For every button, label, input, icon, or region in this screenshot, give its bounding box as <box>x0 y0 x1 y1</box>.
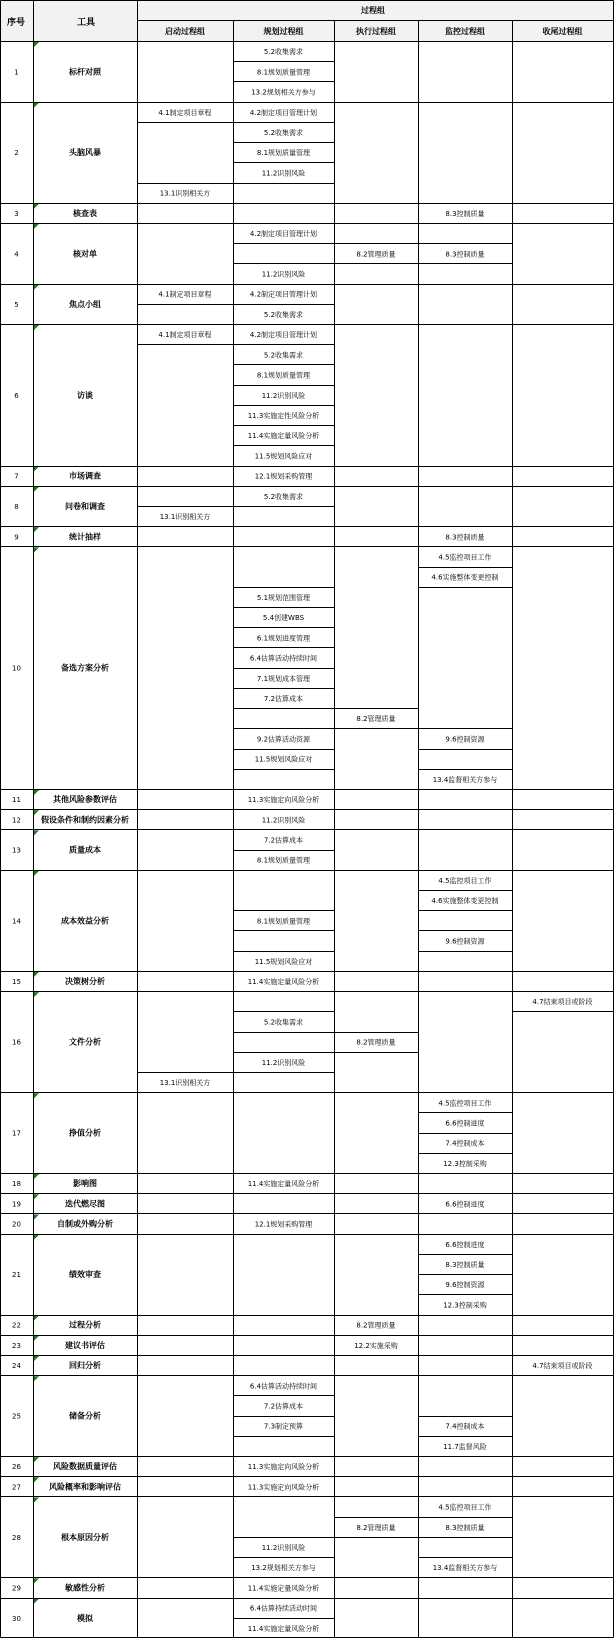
row-number: 25 <box>12 1412 21 1421</box>
row-number: 7 <box>14 472 19 481</box>
process-cell: 11.5规划风险应对 <box>254 755 313 764</box>
row-number: 12 <box>12 816 21 825</box>
process-cell: 12.1规划采购管理 <box>254 472 313 481</box>
process-cell: 9.6控制资源 <box>445 937 485 946</box>
process-cell: 11.4实施定量风险分析 <box>247 1180 320 1189</box>
tool-name: 敏感性分析 <box>65 1583 105 1593</box>
row-number: 1 <box>14 68 19 77</box>
process-cell: 13.1识别相关方 <box>159 1079 211 1088</box>
process-cell: 12.3控制采购 <box>443 1301 487 1310</box>
process-cell: 13.4监督相关方参与 <box>432 1564 498 1573</box>
group-header-2: 规划过程组 <box>263 27 304 36</box>
row-number: 29 <box>12 1584 21 1593</box>
row-number: 26 <box>12 1463 21 1472</box>
process-cell: 7.1规划成本管理 <box>256 674 311 683</box>
tool-name: 标杆对照 <box>69 67 101 77</box>
process-cell: 7.3制定预算 <box>263 1422 304 1431</box>
process-cell: 13.4监督相关方参与 <box>432 775 498 784</box>
process-cell: 4.1制定项目章程 <box>158 331 212 340</box>
process-cell: 4.1制定项目章程 <box>158 290 212 299</box>
process-cell: 5.2收集需求 <box>263 492 304 501</box>
tool-name: 统计抽样 <box>69 532 101 542</box>
process-cell: 7.2估算成本 <box>263 1402 304 1411</box>
process-cell: 5.2收集需求 <box>263 310 304 319</box>
process-cell: 12.1规划采购管理 <box>254 1220 313 1229</box>
process-cell: 8.3控制质量 <box>445 533 485 542</box>
process-cell: 8.1规划质量管理 <box>256 917 311 926</box>
process-cell: 12.2实施采购 <box>354 1341 398 1350</box>
tool-name: 成本效益分析 <box>61 916 109 926</box>
row-number: 15 <box>12 978 21 987</box>
process-cell: 4.6实施整体变更控制 <box>431 573 499 582</box>
process-cell: 7.2估算成本 <box>263 694 304 703</box>
group-header-1: 启动过程组 <box>165 27 205 36</box>
process-cell: 6.4估算活动持续时间 <box>249 654 318 663</box>
process-cell: 9.6控制资源 <box>445 735 485 744</box>
row-number: 17 <box>12 1129 21 1138</box>
tool-name: 市场调查 <box>69 471 101 481</box>
process-cell: 4.5监控项目工作 <box>438 876 492 885</box>
process-cell: 7.2估算成本 <box>263 836 304 845</box>
process-cell: 6.6控制进度 <box>445 1240 485 1249</box>
row-number: 6 <box>14 391 19 400</box>
process-cell: 11.2识别风险 <box>261 1544 306 1553</box>
row-number: 19 <box>12 1200 21 1209</box>
process-cell: 11.2识别风险 <box>261 816 306 825</box>
row-number: 5 <box>14 300 19 309</box>
process-cell: 5.2收集需求 <box>263 48 304 57</box>
tool-name: 假设条件和制约因素分析 <box>41 815 129 825</box>
group-header-3: 执行过程组 <box>356 27 396 36</box>
process-cell: 8.2管理质量 <box>356 1523 396 1532</box>
row-number: 9 <box>14 533 19 542</box>
tool-name: 焦点小组 <box>69 299 101 309</box>
row-number: 8 <box>14 502 19 511</box>
process-cell: 6.4估算活动持续时间 <box>249 1382 318 1391</box>
process-cell: 4.5监控项目工作 <box>438 553 492 562</box>
process-cell: 7.4控制成本 <box>445 1139 485 1148</box>
process-cell: 6.4估算持续活动时间 <box>249 1604 318 1613</box>
process-cell: 11.5规划风险应对 <box>254 452 313 461</box>
tool-name: 核对单 <box>73 249 97 259</box>
process-cell: 8.2管理质量 <box>356 250 396 259</box>
tool-name: 决策树分析 <box>65 977 105 987</box>
tool-name: 访谈 <box>77 390 93 400</box>
row-number: 21 <box>12 1271 21 1280</box>
tool-name: 自制或外购分析 <box>57 1219 113 1229</box>
process-cell: 8.2管理质量 <box>356 1038 396 1047</box>
process-cell: 11.4实施定量风险分析 <box>247 978 320 987</box>
row-number: 13 <box>12 846 21 855</box>
process-cell: 11.7监督风险 <box>443 1442 487 1451</box>
row-number: 16 <box>12 1038 21 1047</box>
header-process-group: 过程组 <box>361 6 385 15</box>
row-number: 22 <box>12 1321 21 1330</box>
process-cell: 8.2管理质量 <box>356 1321 396 1330</box>
header-seq: 序号 <box>6 18 26 28</box>
process-cell: 5.2收集需求 <box>263 1018 304 1027</box>
tool-name: 回归分析 <box>69 1361 101 1371</box>
tool-name: 迭代燃尽图 <box>65 1199 105 1209</box>
process-cell: 5.2收集需求 <box>263 351 304 360</box>
tool-name: 建议书评估 <box>65 1340 105 1350</box>
process-cell: 4.2制定项目管理计划 <box>249 230 318 239</box>
row-number: 20 <box>12 1220 21 1229</box>
process-cell: 4.2制定项目管理计划 <box>249 108 318 117</box>
row-number: 4 <box>14 250 19 259</box>
tool-name: 过程分析 <box>69 1320 101 1330</box>
tool-name: 问卷和调查 <box>65 501 105 511</box>
process-cell: 11.3实施定性风险分析 <box>247 411 320 420</box>
process-cell: 11.4实施定量风险分析 <box>247 1584 320 1593</box>
process-cell: 4.5监控项目工作 <box>438 1503 492 1512</box>
process-cell: 8.1规划质量管理 <box>256 856 311 865</box>
process-cell: 11.2识别风险 <box>261 391 306 400</box>
process-cell: 4.1制定项目章程 <box>158 108 212 117</box>
process-cell: 11.2识别风险 <box>261 1058 306 1067</box>
process-cell: 4.7结束项目或阶段 <box>532 1362 593 1371</box>
process-cell: 11.5规划风险应对 <box>254 957 313 966</box>
process-cell: 11.3实施定向风险分析 <box>247 1463 320 1472</box>
tool-name: 头脑风暴 <box>69 148 101 158</box>
process-cell: 9.6控制资源 <box>445 1281 485 1290</box>
row-number: 14 <box>12 917 21 926</box>
tool-name: 储备分析 <box>69 1411 101 1421</box>
process-cell: 13.1识别相关方 <box>159 189 211 198</box>
tool-name: 根本原因分析 <box>61 1532 109 1542</box>
process-cell: 8.1规划质量管理 <box>256 371 311 380</box>
process-cell: 8.3控制质量 <box>445 1261 485 1270</box>
tool-name: 风险数据质量评估 <box>53 1462 117 1472</box>
group-header-4: 监控过程组 <box>445 27 485 36</box>
process-cell: 11.4实施定量风险分析 <box>247 432 320 441</box>
group-header-5: 收尾过程组 <box>542 27 583 36</box>
tool-name: 风险概率和影响评估 <box>49 1482 121 1492</box>
tool-name: 模拟 <box>77 1613 93 1623</box>
process-cell: 8.3控制质量 <box>445 250 485 259</box>
row-number: 3 <box>14 209 19 218</box>
process-cell: 6.1规划进度管理 <box>256 634 311 643</box>
process-cell: 8.3控制质量 <box>445 1523 485 1532</box>
row-number: 2 <box>14 149 19 158</box>
process-cell: 11.3实施定向风险分析 <box>247 1483 320 1492</box>
tool-name: 质量成本 <box>69 845 101 855</box>
row-number: 23 <box>12 1341 21 1350</box>
row-number: 10 <box>12 664 21 673</box>
process-cell: 11.2识别风险 <box>261 169 306 178</box>
process-cell: 11.4实施定量风险分析 <box>247 1624 320 1633</box>
tool-name: 核查表 <box>73 208 97 218</box>
process-cell: 4.6实施整体变更控制 <box>431 897 499 906</box>
process-cell: 4.5监控项目工作 <box>438 1099 492 1108</box>
row-number: 11 <box>12 796 21 805</box>
process-cell: 7.4控制成本 <box>445 1422 485 1431</box>
row-number: 27 <box>12 1483 21 1492</box>
tool-name: 绩效审查 <box>69 1270 101 1280</box>
process-cell: 11.2识别风险 <box>261 270 306 279</box>
tool-name: 影响图 <box>73 1179 97 1189</box>
tool-name: 备选方案分析 <box>61 663 109 673</box>
header-tool: 工具 <box>76 18 96 28</box>
process-cell: 13.1识别相关方 <box>159 513 211 522</box>
process-cell: 13.2规划相关方参与 <box>251 1564 316 1573</box>
row-number: 24 <box>12 1362 21 1371</box>
process-cell: 8.1规划质量管理 <box>256 149 311 158</box>
process-cell: 11.3实施定向风险分析 <box>247 796 320 805</box>
process-cell: 13.2规划相关方参与 <box>251 88 316 97</box>
process-cell: 4.2制定项目管理计划 <box>249 331 318 340</box>
process-cell: 5.2收集需求 <box>263 128 304 137</box>
tool-name: 挣值分析 <box>69 1128 101 1138</box>
process-cell: 6.6控制进度 <box>445 1119 485 1128</box>
tool-name: 其他风险参数评估 <box>53 795 117 805</box>
process-cell: 8.1规划质量管理 <box>256 68 311 77</box>
process-cell: 5.1规划范围管理 <box>256 593 311 602</box>
process-cell: 4.2制定项目管理计划 <box>249 290 318 299</box>
tool-name: 文件分析 <box>69 1037 101 1047</box>
process-cell: 12.3控制采购 <box>443 1159 487 1168</box>
process-cell: 8.3控制质量 <box>445 209 485 218</box>
row-number: 18 <box>12 1180 21 1189</box>
process-cell: 9.2估算活动资源 <box>256 735 311 744</box>
row-number: 30 <box>12 1614 21 1623</box>
process-cell: 6.6控制进度 <box>445 1200 485 1209</box>
process-cell: 8.2管理质量 <box>356 715 396 724</box>
process-cell: 5.4创建WBS <box>262 614 305 623</box>
row-number: 28 <box>12 1533 21 1542</box>
process-cell: 4.7结束项目或阶段 <box>532 998 593 1007</box>
